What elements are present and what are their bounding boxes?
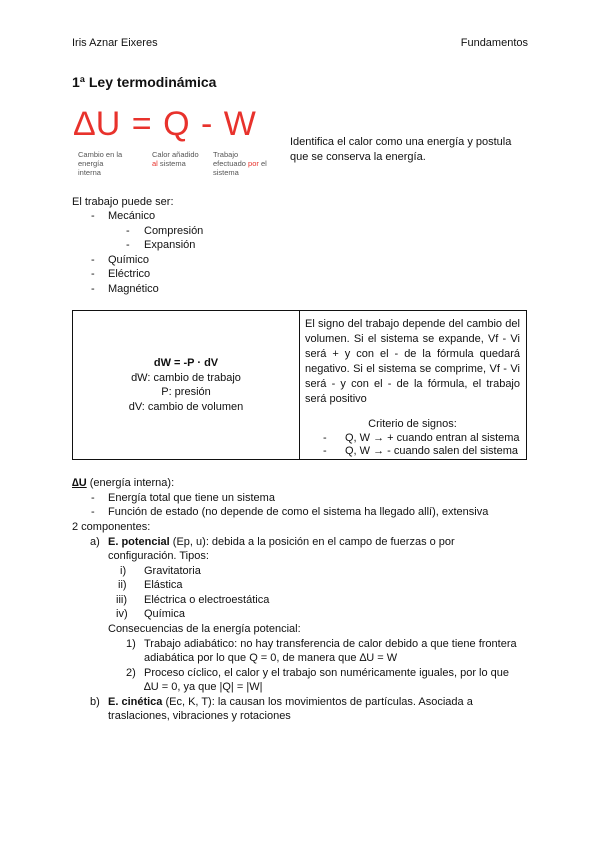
trabajo-intro: El trabajo puede ser: bbox=[72, 196, 174, 208]
equation-label-w: Trabajo efectuado por el sistema bbox=[213, 150, 267, 177]
type-label: Elástica bbox=[144, 579, 183, 591]
component-a-marker: a) bbox=[90, 536, 100, 548]
header-subject: Fundamentos bbox=[460, 37, 528, 49]
consequence-num: 1) bbox=[126, 638, 136, 650]
work-formula: dW = -P · dV bbox=[153, 357, 219, 369]
trabajo-item-quimico: Químico bbox=[108, 254, 149, 266]
equation-label-u: Cambio en la energía interna bbox=[78, 150, 123, 177]
list-item: - bbox=[91, 268, 95, 280]
component-b-line1: E. cinética (Ec, K, T): la causan los movimientos de partículas. Asociada a bbox=[108, 696, 473, 708]
criteria-item: - Q, W → + cuando entran al sistema bbox=[323, 432, 520, 444]
trabajo-subitem-compresion: Compresión bbox=[144, 225, 204, 237]
work-formula-cell bbox=[73, 311, 300, 460]
component-a-line2: configuración. Tipos: bbox=[108, 550, 209, 562]
component-b-line2: traslaciones, vibraciones y rotaciones bbox=[108, 710, 291, 722]
consequence-2-line2: ∆U = 0, ya que |Q| = |W| bbox=[144, 681, 263, 693]
trabajo-item-electrico: Eléctrico bbox=[108, 268, 151, 280]
page-title: 1ª Ley termodinámica bbox=[72, 74, 217, 90]
list-item: - bbox=[91, 254, 95, 266]
equation-label-q: Calor añadido al sistema bbox=[152, 150, 199, 168]
consequence-1-line2: adiabática por lo que Q = 0, de manera que ∆U = W bbox=[144, 652, 398, 664]
type-label: Eléctrica o electroestática bbox=[144, 594, 270, 606]
equation-description: Identifica el calor como una energía y postula que se conserva la energía. bbox=[290, 136, 512, 163]
type-num: iv) bbox=[116, 608, 128, 620]
work-var-dv: dV: cambio de volumen bbox=[128, 400, 244, 413]
consequence-1-line1: Trabajo adiabático: no hay transferencia de calor debido a que tiene frontera bbox=[144, 638, 517, 650]
list-item: - bbox=[91, 210, 95, 222]
list-item: - bbox=[126, 225, 130, 237]
header-author: Iris Aznar Eixeres bbox=[72, 37, 158, 49]
type-label: Gravitatoria bbox=[144, 565, 201, 577]
type-num: ii) bbox=[118, 579, 127, 591]
type-num: iii) bbox=[116, 594, 127, 606]
energia-heading: ∆U (energía interna): bbox=[72, 477, 175, 489]
trabajo-item-mecanico: Mecánico bbox=[108, 210, 156, 222]
component-b-marker: b) bbox=[90, 696, 100, 708]
consequence-2-line1: Proceso cíclico, el calor y el trabajo son numéricamente iguales, por lo que bbox=[144, 667, 510, 679]
consequences-title: Consecuencias de la energía potencial: bbox=[108, 623, 301, 635]
component-a-line1: E. potencial (Ep, u): debida a la posición en el campo de fuerzas o por bbox=[108, 536, 455, 548]
work-table bbox=[72, 310, 527, 460]
energia-bullet-2: Función de estado (no depende de como el sistema ha llegado allí), extensiva bbox=[108, 506, 489, 518]
work-var-p: P: presión bbox=[161, 386, 211, 398]
consequence-num: 2) bbox=[126, 667, 136, 679]
type-label: Química bbox=[144, 608, 185, 620]
criteria-item: - Q, W → - cuando salen del sistema bbox=[323, 445, 519, 457]
list-item: - bbox=[126, 239, 130, 251]
criteria-title: Criterio de signos: bbox=[368, 418, 457, 430]
work-sign-text: El signo del trabajo depende del cambio del volumen. Si el sistema se expande, Vf - Vi será + y con el - de la fórmula quedará negativo. Si el sistema se comprime, Vf - Vi será - y con el - de la fórmula, el trabajo será positivo bbox=[305, 318, 520, 405]
trabajo-subitem-expansion: Expansión bbox=[144, 239, 196, 251]
type-num: i) bbox=[120, 565, 127, 577]
list-item: - bbox=[91, 283, 95, 295]
work-var-dw: dW: cambio de trabajo bbox=[131, 371, 241, 384]
list-item: - bbox=[91, 492, 95, 504]
work-sign-cell bbox=[300, 311, 527, 460]
energia-bullet-1: Energía total que tiene un sistema bbox=[108, 492, 275, 504]
components-intro: 2 componentes: bbox=[72, 521, 151, 533]
list-item: - bbox=[91, 506, 95, 518]
equation-formula: ∆U = Q - W bbox=[74, 105, 257, 143]
trabajo-item-magnetico: Magnético bbox=[108, 283, 159, 295]
